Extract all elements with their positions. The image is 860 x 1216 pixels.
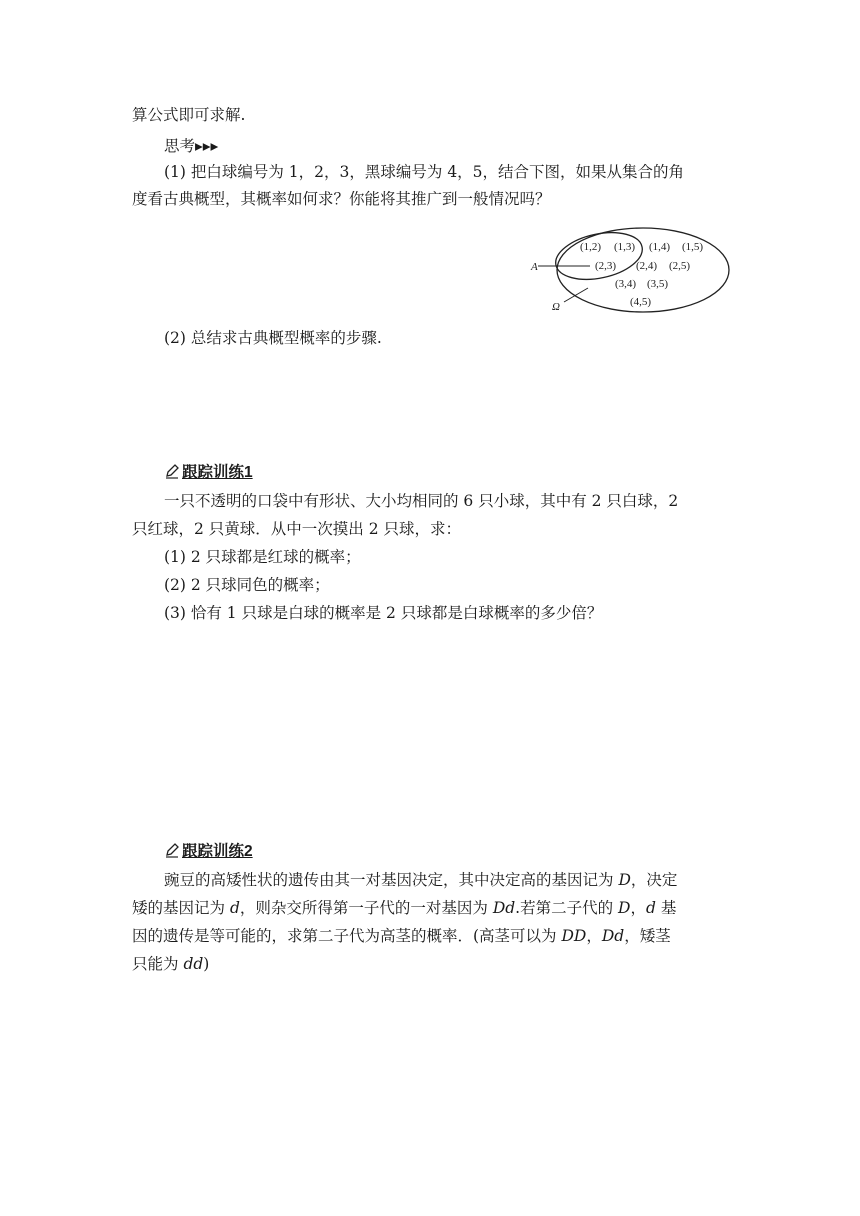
pencil-icon [164,842,180,858]
pair-2-3: (2,3) [595,260,617,272]
question-1-line-2: 度看古典概型，其概率如何求？你能将其推广到一般情况吗？ [132,190,551,208]
exercise-2-title [164,841,253,863]
intro-text: 算公式即可求解. [132,106,246,124]
pair-3-4: (3,4) [615,278,637,290]
exercise-1-line-2: 只红球，2 只黄球．从中一次摸出 2 只球，求： [132,520,462,538]
pair-2-4: (2,4) [636,260,658,272]
exercise-1-line-1: 一只不透明的口袋中有形状、大小均相同的 6 只小球，其中有 2 只白球，2 [164,492,679,510]
exercise-1-title [164,462,253,484]
pair-3-5: (3,5) [647,278,669,290]
label-omega: Ω [552,301,560,313]
pair-2-5: (2,5) [669,260,691,272]
exercise-2-line-3: 因的遗传是等可能的，求第二子代为高茎的概率．(高茎可以为 DD，Dd，矮茎 [132,927,671,945]
question-2: (2) 总结求古典概型概率的步骤. [164,329,382,347]
label-a: A [531,261,538,273]
pencil-icon [164,463,180,479]
exercise-1-question-3: (3) 恰有 1 只球是白球的概率是 2 只球都是白球概率的多少倍？ [164,604,603,622]
exercise-1-question-1: (1) 2 只球都是红球的概率； [164,548,361,566]
pair-4-5: (4,5) [630,296,652,308]
pair-1-4: (1,4) [649,241,671,253]
exercise-1-title-text: 跟踪训练1 [182,464,253,481]
pair-1-5: (1,5) [682,241,704,253]
exercise-1-question-2: (2) 2 只球同色的概率； [164,576,330,594]
think-label: 思考▸▸▸ [164,137,219,155]
exercise-2-line-1: 豌豆的高矮性状的遗传由其一对基因决定，其中决定高的基因记为 D，决定 [164,871,678,889]
pair-1-3: (1,3) [614,241,636,253]
venn-diagram [528,224,732,316]
question-1-line-1: (1) 把白球编号为 1，2，3，黑球编号为 4，5，结合下图，如果从集合的角 [164,163,685,181]
exercise-2-line-4: 只能为 dd) [132,955,210,973]
exercise-2-title-text: 跟踪训练2 [182,843,253,860]
exercise-2-line-2: 矮的基因记为 d，则杂交所得第一子代的一对基因为 Dd.若第二子代的 D，d 基 [132,899,677,917]
pair-1-2: (1,2) [580,241,602,253]
